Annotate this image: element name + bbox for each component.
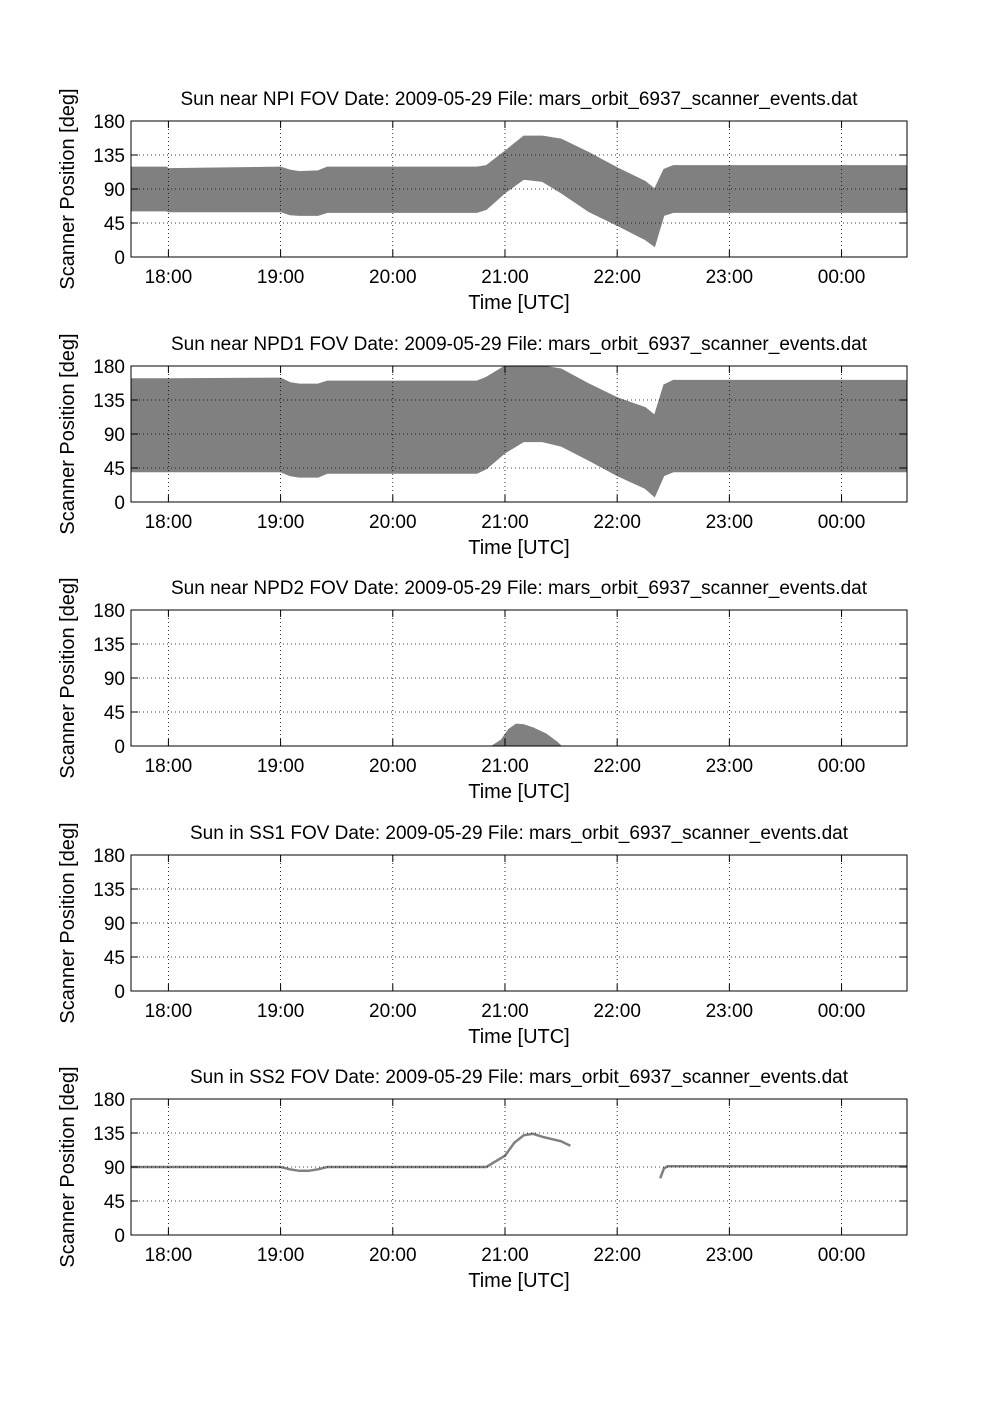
y-tick-label: 0 [114,1226,125,1247]
y-axis-label: Scanner Position [deg] [57,333,79,535]
y-tick-label: 0 [114,493,125,514]
x-tick-label: 23:00 [705,512,754,533]
x-tick-label: 20:00 [369,512,417,533]
data-band-1 [492,724,561,746]
y-tick-label: 45 [103,459,125,480]
y-tick-label: 180 [93,846,125,867]
subplot-4 [57,822,907,1048]
x-tick-label: 00:00 [817,1245,866,1266]
x-tick-label: 18:00 [144,756,193,777]
chart-title: Sun near NPI FOV Date: 2009-05-29 File: mars_orbit_6937_scanner_events.dat [180,89,858,110]
y-tick-label: 45 [103,948,125,969]
y-axis-label: Scanner Position [deg] [57,822,79,1024]
y-axis-label: Scanner Position [deg] [57,1066,79,1268]
y-tick-label: 135 [93,146,125,167]
x-tick-label: 23:00 [705,1001,754,1022]
x-tick-label: 19:00 [256,267,305,288]
y-tick-label: 90 [103,425,125,446]
y-tick-label: 90 [103,669,125,690]
y-tick-label: 180 [93,357,125,378]
data-line-1 [131,1134,570,1171]
y-tick-label: 90 [103,914,125,935]
x-tick-label: 22:00 [593,267,641,288]
x-tick-label: 23:00 [705,1245,754,1266]
x-tick-label: 20:00 [369,756,417,777]
x-tick-label: 00:00 [817,267,866,288]
x-tick-label: 21:00 [481,756,529,777]
x-tick-label: 21:00 [481,1245,529,1266]
y-tick-label: 45 [103,1192,125,1213]
x-tick-label: 19:00 [256,512,305,533]
chart-title: Sun in SS1 FOV Date: 2009-05-29 File: mars_orbit_6937_scanner_events.dat [190,823,848,844]
x-tick-label: 19:00 [256,756,305,777]
x-tick-label: 18:00 [144,267,193,288]
y-tick-label: 0 [114,737,125,758]
x-tick-label: 22:00 [593,1245,641,1266]
data-band-1 [131,366,907,497]
y-tick-label: 135 [93,635,125,656]
x-tick-label: 19:00 [256,1245,305,1266]
data-line-2 [660,1166,907,1178]
x-axis-label: Time [UTC] [468,292,570,314]
chart-title: Sun near NPD2 FOV Date: 2009-05-29 File: mars_orbit_6937_scanner_events.dat [170,578,868,599]
y-tick-label: 0 [114,248,125,269]
x-tick-label: 18:00 [144,1245,193,1266]
y-tick-label: 135 [93,391,125,412]
data-band-1 [131,136,907,246]
y-tick-label: 45 [103,214,125,235]
subplot-2 [57,333,907,559]
x-tick-label: 20:00 [369,1245,417,1266]
x-tick-label: 20:00 [369,1001,417,1022]
x-axis-label: Time [UTC] [468,781,570,803]
x-axis-label: Time [UTC] [468,1026,570,1048]
y-tick-label: 45 [103,703,125,724]
y-axis-label: Scanner Position [deg] [57,88,79,290]
x-tick-label: 22:00 [593,1001,641,1022]
x-tick-label: 21:00 [481,267,529,288]
x-tick-label: 18:00 [144,1001,193,1022]
x-tick-label: 23:00 [705,267,754,288]
x-tick-label: 21:00 [481,1001,529,1022]
x-tick-label: 00:00 [817,756,866,777]
subplot-1 [57,88,907,314]
x-tick-label: 20:00 [369,267,417,288]
x-axis-label: Time [UTC] [468,537,570,559]
y-tick-label: 180 [93,112,125,133]
x-tick-label: 22:00 [593,512,641,533]
y-axis-label: Scanner Position [deg] [57,577,79,779]
y-tick-label: 180 [93,601,125,622]
y-tick-label: 135 [93,1124,125,1145]
x-tick-label: 00:00 [817,512,866,533]
x-tick-label: 00:00 [817,1001,866,1022]
chart-title: Sun near NPD1 FOV Date: 2009-05-29 File: mars_orbit_6937_scanner_events.dat [170,334,868,355]
subplot-5 [57,1066,907,1292]
y-tick-label: 90 [103,180,125,201]
y-tick-label: 180 [93,1090,125,1111]
y-tick-label: 90 [103,1158,125,1179]
y-tick-label: 135 [93,880,125,901]
chart-title: Sun in SS2 FOV Date: 2009-05-29 File: mars_orbit_6937_scanner_events.dat [190,1067,848,1088]
x-axis-label: Time [UTC] [468,1270,570,1292]
x-tick-label: 18:00 [144,512,193,533]
y-tick-label: 0 [114,982,125,1003]
x-tick-label: 22:00 [593,756,641,777]
x-tick-label: 23:00 [705,756,754,777]
x-tick-label: 19:00 [256,1001,305,1022]
subplot-3 [57,577,907,803]
x-tick-label: 21:00 [481,512,529,533]
